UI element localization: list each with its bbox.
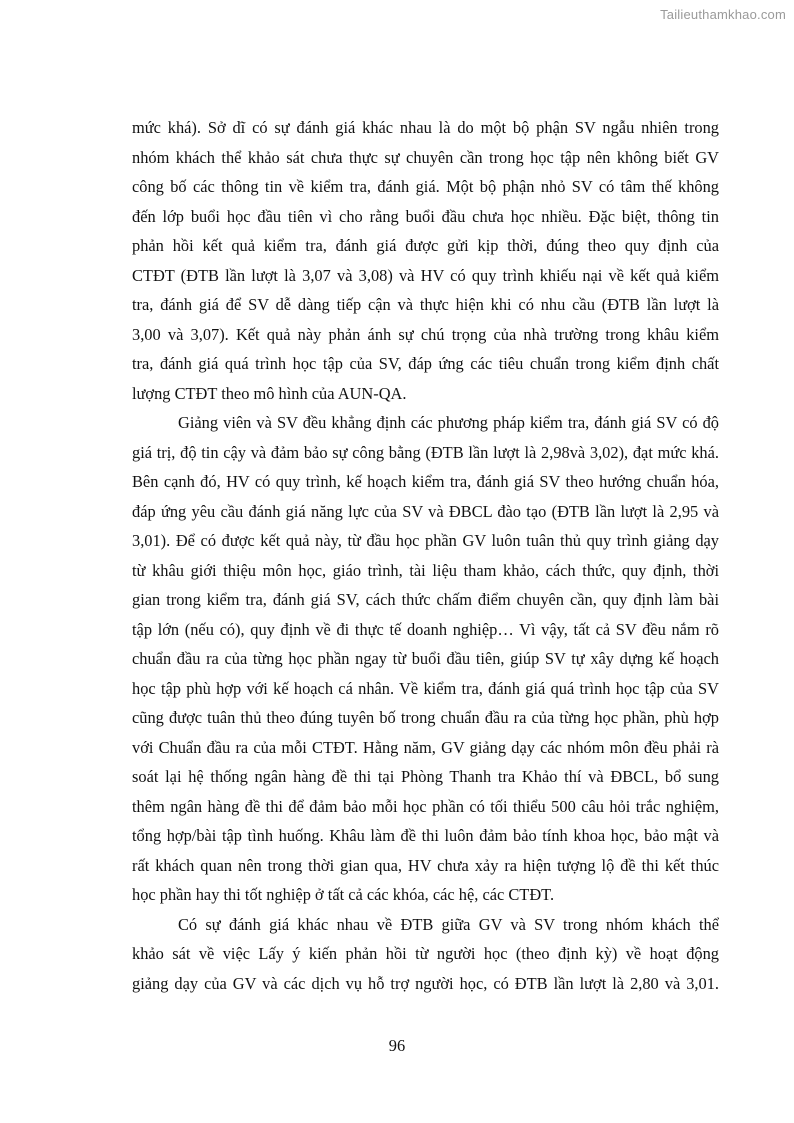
text-line: tập lớn (nếu có), quy định về đi thực tế doanh nghiệp… Vì vậy, tất cả SV đều nắm rõ bbox=[132, 619, 719, 639]
text-line: cũng được tuân thủ theo đúng tuyên bố trong chuẩn đầu ra của từng học phần, phù hợp bbox=[132, 708, 719, 727]
paragraphs-container bbox=[132, 113, 719, 998]
text-line: 3,00 và 3,07). Kết quả này phản ánh sự chú trọng của nhà trường trong khâu kiểm bbox=[132, 324, 719, 344]
text-line: tra, đánh giá quá trình học tập của SV, đáp ứng các tiêu chuẩn trong kiểm định chất bbox=[132, 354, 719, 373]
text-line: Bên cạnh đó, HV có quy trình, kế hoạch kiểm tra, đánh giá SV theo hướng chuẩn hóa, bbox=[132, 472, 719, 491]
text-line: khảo sát về việc Lấy ý kiến phản hồi từ người học (theo định kỳ) về hoạt động bbox=[132, 944, 719, 963]
text-line: lượng CTĐT theo mô hình của AUN-QA. bbox=[132, 383, 407, 403]
page-number: 96 bbox=[388, 1036, 406, 1055]
paragraph bbox=[132, 408, 719, 910]
text-line: với Chuẩn đầu ra của mỗi CTĐT. Hằng năm, GV giảng dạy các nhóm môn đều phải rà bbox=[132, 737, 719, 757]
text-line: đáp ứng yêu cầu đánh giá năng lực của SV và ĐBCL đào tạo (ĐTB lần lượt là 2,95 và bbox=[132, 501, 719, 521]
text-line: học phần hay thi tốt nghiệp ở tất cả các khóa, các hệ, các CTĐT. bbox=[132, 885, 555, 904]
text-line: soát lại hệ thống ngân hàng đề thi tại Phòng Thanh tra Khảo thí và ĐBCL, bổ sung bbox=[132, 767, 719, 786]
text-line: đến lớp buổi học đầu tiên vì cho rằng buổi đầu chưa học nhiều. Đặc biệt, thông tin bbox=[132, 206, 719, 226]
text-line: CTĐT (ĐTB lần lượt là 3,07 và 3,08) và HV có quy trình khiếu nại về kết quả kiểm bbox=[132, 265, 719, 285]
text-line: công bố các thông tin về kiểm tra, đánh giá. Một bộ phận nhỏ SV có tâm thế không bbox=[132, 177, 719, 196]
text-line: tra, đánh giá để SV dễ dàng tiếp cận và thực hiện khi có nhu cầu (ĐTB lần lượt là bbox=[132, 295, 719, 314]
text-line: Giảng viên và SV đều khẳng định các phương pháp kiểm tra, đánh giá SV có độ bbox=[178, 413, 719, 432]
watermark-text: Tailieuthamkhao.com bbox=[660, 7, 786, 22]
document-body bbox=[132, 113, 719, 998]
text-line: nhóm khách thể khảo sát chưa thực sự chuyên cần trong học tập nên không biết GV bbox=[132, 147, 719, 167]
text-line: gian trong kiểm tra, đánh giá SV, cách thức chấm điểm chuyên cần, quy định làm bài bbox=[132, 590, 719, 609]
text-line: rất khách quan nên trong thời gian qua, HV chưa xảy ra hiện tượng lộ đề thi kết thúc bbox=[132, 855, 719, 875]
paragraph bbox=[132, 113, 719, 408]
text-line: 3,01). Để có được kết quả này, từ đầu học phần GV luôn tuân thủ quy trình giảng dạy bbox=[132, 531, 719, 550]
text-line: giảng dạy của GV và các dịch vụ hỗ trợ người học, có ĐTB lần lượt là 2,80 và 3,01. bbox=[132, 973, 719, 993]
text-line: thêm ngân hàng đề thi để đảm bảo mỗi học phần có tối thiểu 500 câu hỏi trắc nghiệm, bbox=[132, 796, 719, 816]
text-line: học tập phù hợp với kế hoạch cá nhân. Về kiểm tra, đánh giá quá trình học tập của SV bbox=[132, 678, 719, 698]
text-line: Có sự đánh giá khác nhau về ĐTB giữa GV và SV trong nhóm khách thể bbox=[178, 914, 719, 934]
text-line: mức khá). Sở dĩ có sự đánh giá khác nhau là do một bộ phận SV ngẫu nhiên trong bbox=[132, 118, 719, 137]
paragraph bbox=[132, 910, 719, 999]
text-line: phản hồi kết quả kiểm tra, đánh giá được gửi kịp thời, đúng theo quy định của bbox=[132, 236, 719, 255]
text-line: chuẩn đầu ra của từng học phần ngay từ buổi đầu tiên, giúp SV tự xây dựng kế hoạch bbox=[132, 649, 719, 668]
text-line: giá trị, độ tin cậy và đảm bảo sự công bằng (ĐTB lần lượt là 2,98và 3,02), đạt mức khá. bbox=[132, 442, 719, 462]
text-line: tổng hợp/bài tập tình huống. Khâu làm đề thi luôn đảm bảo tính khoa học, bảo mật và bbox=[132, 826, 719, 845]
text-line: từ khâu giới thiệu môn học, giáo trình, tài liệu tham khảo, cách thức, quy định, thời bbox=[132, 560, 719, 580]
